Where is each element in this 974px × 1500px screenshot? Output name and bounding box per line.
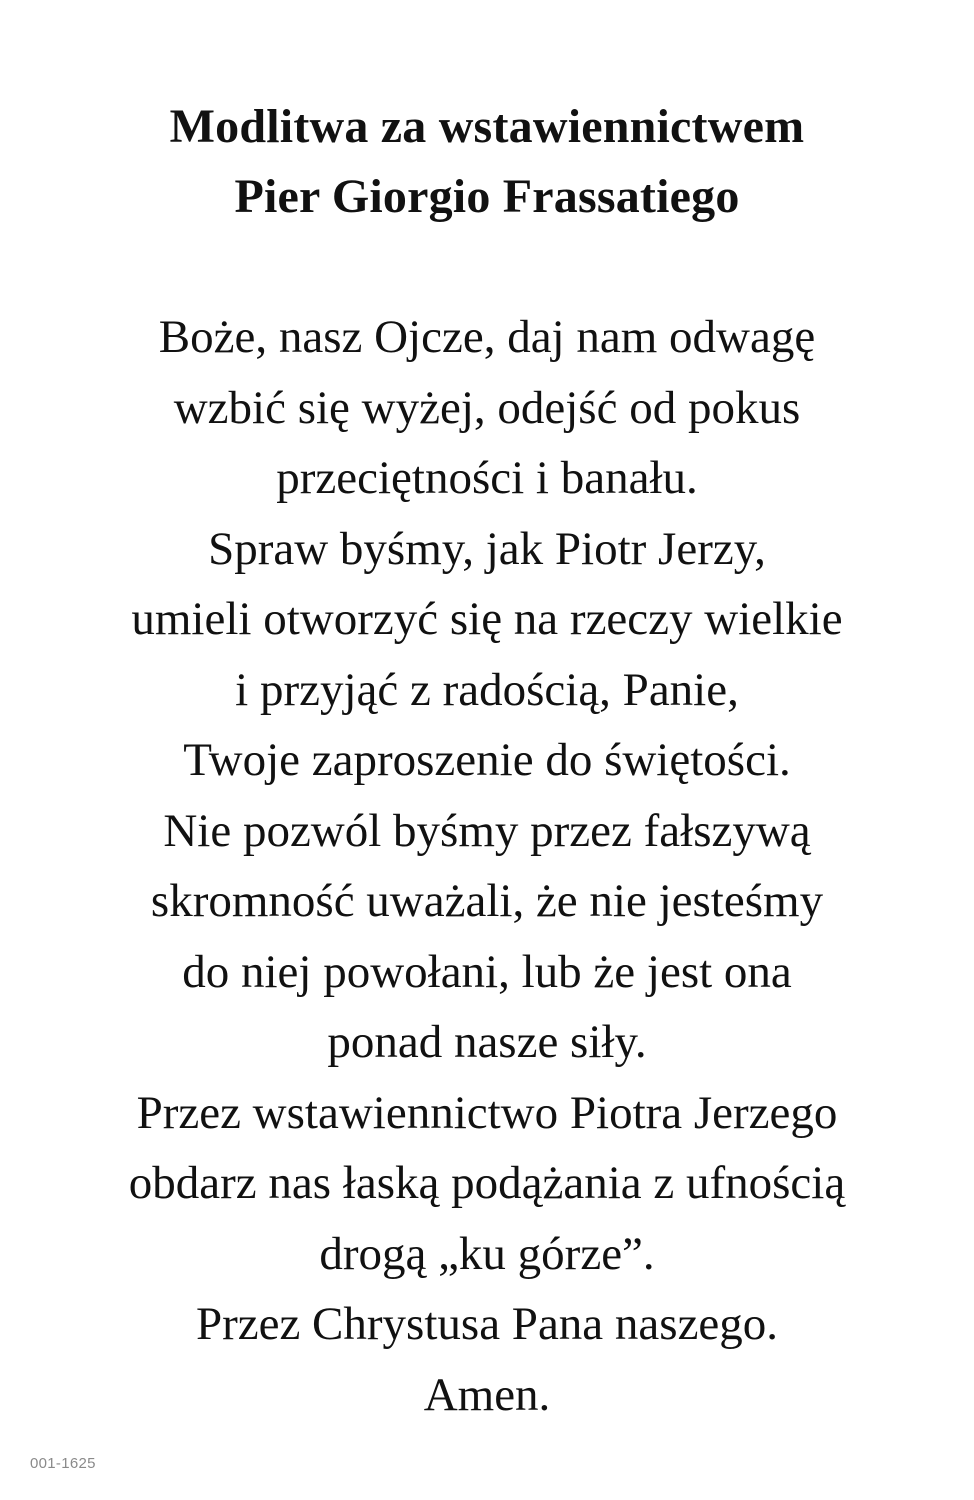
- prayer-title: [0, 92, 974, 232]
- prayer-line: wzbić się wyżej, odejść od pokus: [173, 381, 801, 434]
- prayer-text: [0, 302, 974, 1430]
- prayer-line: Boże, nasz Ojcze, daj nam odwagę: [158, 311, 816, 363]
- title-line: Modlitwa za wstawiennictwem: [169, 100, 805, 153]
- prayer-line: Twoje zaproszenie do świętości.: [183, 734, 791, 786]
- product-code: 001-1625: [30, 1455, 96, 1472]
- prayer-line: drogą „ku górze”.: [319, 1227, 655, 1280]
- prayer-line: Przez wstawiennictwo Piotra Jerzego: [136, 1086, 838, 1139]
- prayer-line: obdarz nas łaską podążania z ufnością: [128, 1157, 846, 1209]
- prayer-line: przeciętności i banału.: [276, 452, 698, 504]
- prayer-line: Nie pozwól byśmy przez fałszywą: [163, 804, 811, 857]
- title-line: Pier Giorgio Frassatiego: [234, 170, 740, 223]
- prayer-line: do niej powołani, lub że jest ona: [182, 945, 792, 998]
- prayer-line: ponad nasze siły.: [327, 1016, 647, 1068]
- prayer-line: umieli otworzyć się na rzeczy wielkie: [131, 593, 843, 645]
- prayer-line: Spraw byśmy, jak Piotr Jerzy,: [208, 522, 766, 575]
- prayer-line: Amen.: [423, 1368, 551, 1421]
- prayer-line: i przyjąć z radością, Panie,: [235, 663, 739, 716]
- prayer-line: skromność uważali, że nie jesteśmy: [150, 875, 824, 927]
- prayer-line: Przez Chrystusa Pana naszego.: [195, 1298, 779, 1350]
